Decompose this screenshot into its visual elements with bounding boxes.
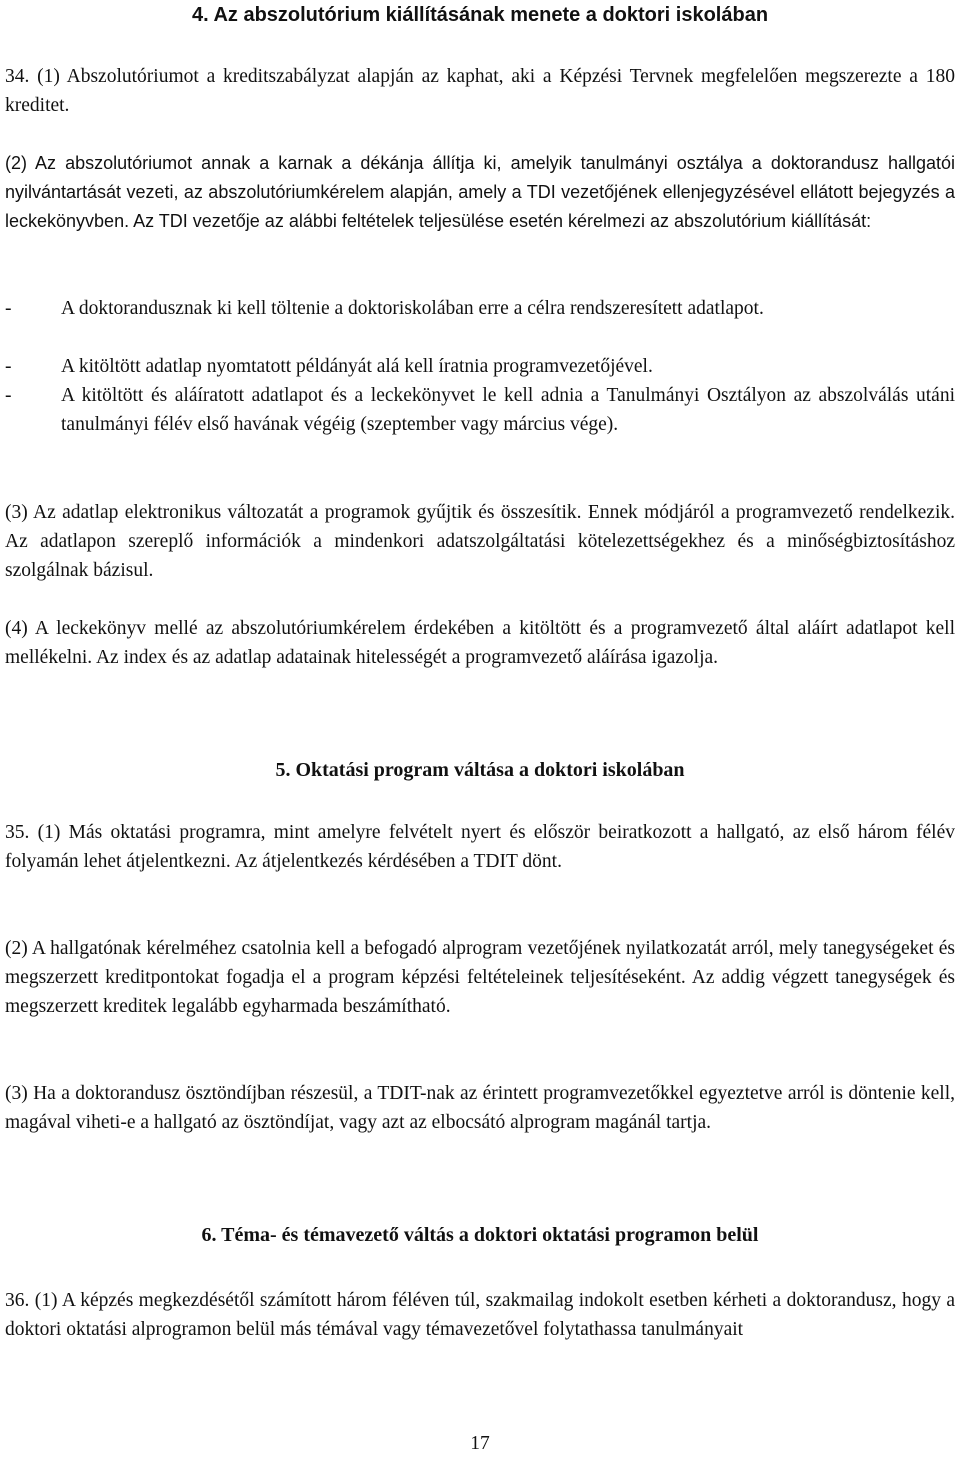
list-item-text: A doktorandusznak ki kell töltenie a doktoriskolában erre a célra rendszeresített adatlapot.	[61, 298, 764, 319]
paragraph-34-2	[5, 149, 955, 236]
section-heading-4: 4. Az abszolutórium kiállításának menete a doktori iskolában	[191, 4, 769, 26]
paragraph-34-3: (3) Az adatlap elektronikus változatát a programok gyűjtik és összesítik. Ennek módjáról a programvezető rendelkezik. Az adatlapon szereplő információk a mindenkori adatszolgáltatási kötelezettségekhez és a minőségbiztosításhoz szolgálnak bázisul.	[5, 502, 955, 581]
paragraph-34-1: 34. (1) Abszolutóriumot a kreditszabályzat alapján az kaphat, aki a Képzési Tervnek megfelelően megszerezte a 180 kreditet.	[5, 66, 955, 116]
list-item-text: A kitöltött és aláíratott adatlapot és a leckekönyvet le kell adnia a Tanulmányi Osztályon az abszolválás utáni tanulmányi félév első havának végéig (szeptember vagy március vége).	[61, 385, 955, 435]
list-dash: -	[5, 356, 12, 377]
paragraph-34-2-part-a: (2) Az abszolutóriumot annak a karnak a dékánja állítja ki, amelyik tanulmányi osztálya a doktorandusz hallgatói nyilvántartását vezeti, az abszolutóriumkérelem alapján, amely a TDI vezetőjének ellenjegyzésével ellátott bejegyzés a leckekönyvben.	[5, 153, 955, 231]
paragraph-34-2-part-b: Az TDI vezetője az alábbi feltételek teljesülése esetén kérelmezi az abszolutórium kiállítását:	[129, 211, 872, 231]
section-heading-5: 5. Oktatási program váltása a doktori iskolában	[275, 759, 685, 781]
list-dash: -	[5, 385, 12, 406]
paragraph-35-1: 35. (1) Más oktatási programra, mint amelyre felvételt nyert és először beiratkozott a hallgató, az első három félév folyamán lehet átjelentkezni. Az átjelentkezés kérdésében a TDIT dönt.	[5, 822, 955, 872]
list-item-text: A kitöltött adatlap nyomtatott példányát alá kell íratnia programvezetőjével.	[61, 356, 653, 377]
paragraph-34-4: (4) A leckekönyv mellé az abszolutóriumkérelem érdekében a kitöltött és a programvezető által aláírt adatlapot kell mellékelni. Az index és az adatlap adatainak hitelességét a programvezető aláírása igazolja.	[5, 618, 955, 668]
page-number: 17	[470, 1433, 490, 1454]
paragraph-35-3: (3) Ha a doktorandusz ösztöndíjban részesül, a TDIT-nak az érintett programvezetőkkel egyeztetve arról is döntenie kell, magával viheti-e a hallgató az ösztöndíjat, vagy azt az elbocsátó alprogram magánál tartja.	[5, 1083, 955, 1133]
paragraph-35-2: (2) A hallgatónak kérelméhez csatolnia kell a befogadó alprogram vezetőjének nyilatkozatát arról, mely tanegységeket és megszerzett kreditpontokat fogadja el a program képzési feltételeinek teljesítéseként. Az addig végzett tanegységek és megszerzett kreditek legalább egyharmada beszámítható.	[5, 938, 955, 1017]
list-dash: -	[5, 298, 12, 319]
section-heading-6: 6. Téma- és témavezető váltás a doktori oktatási programon belül	[201, 1224, 759, 1246]
paragraph-36-1: 36. (1) A képzés megkezdésétől számított három féléven túl, szakmailag indokolt esetben kérheti a doktorandusz, hogy a doktori oktatási alprogramon belül más témával vagy témavezetővel folytathassa tanulmányait	[5, 1290, 955, 1340]
